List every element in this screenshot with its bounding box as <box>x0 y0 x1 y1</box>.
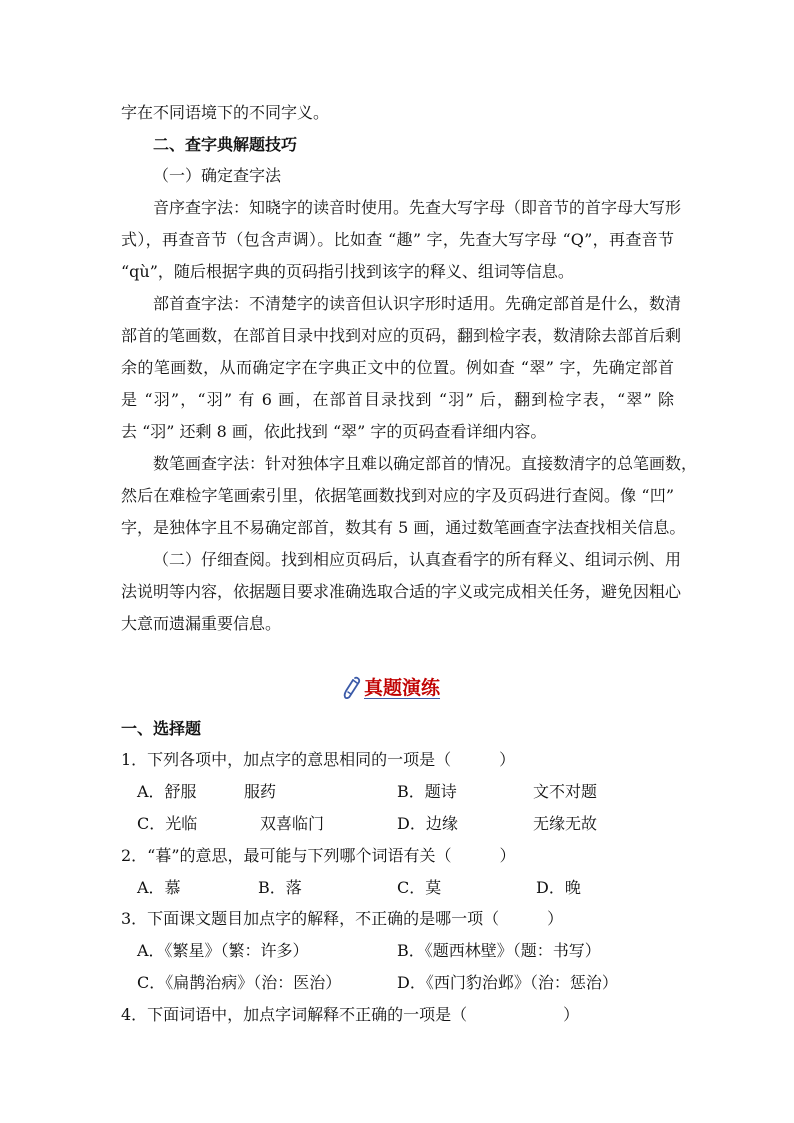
option-d-word: 无缘无故 <box>533 814 598 833</box>
option-c-word: 双喜临门 <box>260 814 325 833</box>
paragraph-line: 音序查字法：知晓字的读音时使用。先查大写字母（即音节的首字母大写形 <box>153 198 682 217</box>
pen-icon <box>340 676 362 700</box>
option-a[interactable]: A．《繁星》（繁：许多） <box>137 941 309 960</box>
option-b[interactable]: B．题诗 <box>397 782 457 801</box>
question-stem: 4．下面词语中，加点字词解释不正确的一项是（ ） <box>121 1005 580 1024</box>
option-a[interactable]: A．舒服 <box>137 782 197 801</box>
paragraph-line: 是 “羽”，“羽” 有 6 画，在部首目录找到 “羽” 后，翻到检字表，“翠” 除 <box>121 390 674 409</box>
option-d[interactable]: D．边缘 <box>397 814 458 833</box>
subsection-title: （一）确定查字法 <box>153 166 282 185</box>
question-stem: 1．下列各项中，加点字的意思相同的一项是（ ） <box>121 750 516 769</box>
paragraph-line: “qù”，随后根据字典的页码指引找到该字的释义、组词等信息。 <box>121 262 574 281</box>
paragraph-line: 法说明等内容，依据题目要求准确选取合适的字义或完成相关任务，避免因粗心 <box>121 582 682 601</box>
paragraph-line: 部首查字法：不清楚字的读音但认识字形时适用。先确定部首是什么，数清 <box>153 294 682 313</box>
paragraph-line: 部首的笔画数，在部首目录中找到对应的页码，翻到检字表，数清除去部首后剩 <box>121 326 682 345</box>
option-c[interactable]: C．《扁鹊治病》（治：医治） <box>137 973 342 992</box>
option-b[interactable]: B．《题西林壁》（题：书写） <box>397 941 601 960</box>
option-b-word: 文不对题 <box>533 782 598 801</box>
option-c[interactable]: C．光临 <box>137 814 198 833</box>
question-stem: 3．下面课文题目加点字的解释，不正确的是哪一项（ ） <box>121 909 564 928</box>
paragraph-line: 数笔画查字法：针对独体字且难以确定部首的情况。直接数清字的总笔画数， <box>153 454 698 473</box>
paragraph-line: 然后在难检字笔画索引里，依据笔画数找到对应的字及页码进行查阅。像 “凹” <box>121 486 674 505</box>
practice-heading: 真题演练 <box>364 677 441 699</box>
paragraph-continuation: 字在不同语境下的不同字义。 <box>121 103 330 122</box>
question-stem: 2．“暮”的意思，最可能与下列哪个词语有关（ ） <box>121 846 516 865</box>
option-b[interactable]: B．落 <box>258 878 302 897</box>
part-title: 一、选择题 <box>121 719 202 738</box>
option-a[interactable]: A．慕 <box>137 878 181 897</box>
option-d[interactable]: D．晚 <box>536 878 581 897</box>
paragraph-line: （二）仔细查阅。找到相应页码后，认真查看字的所有释义、组词示例、用 <box>153 550 682 569</box>
paragraph-line: 余的笔画数，从而确定字在字典正文中的位置。例如查 “翠” 字，先确定部首 <box>121 358 674 377</box>
section-title: 二、查字典解题技巧 <box>153 135 298 154</box>
paragraph-line: 式），再查音节（包含声调）。比如查 “趣” 字，先查大写字母 “Q”，再查音节 <box>121 230 674 249</box>
option-d[interactable]: D．《西门豹治邺》（治：惩治） <box>397 973 618 992</box>
practice-heading-block <box>340 676 440 706</box>
option-a-word: 服药 <box>244 782 277 801</box>
paragraph-line: 字，是独体字且不易确定部首，数其有 5 画，通过数笔画查字法查找相关信息。 <box>121 518 686 537</box>
paragraph-line: 大意而遗漏重要信息。 <box>121 614 282 633</box>
paragraph-line: 去 “羽” 还剩 8 画，依此找到 “翠” 字的页码查看详细内容。 <box>121 422 547 441</box>
option-c[interactable]: C．莫 <box>397 878 442 897</box>
